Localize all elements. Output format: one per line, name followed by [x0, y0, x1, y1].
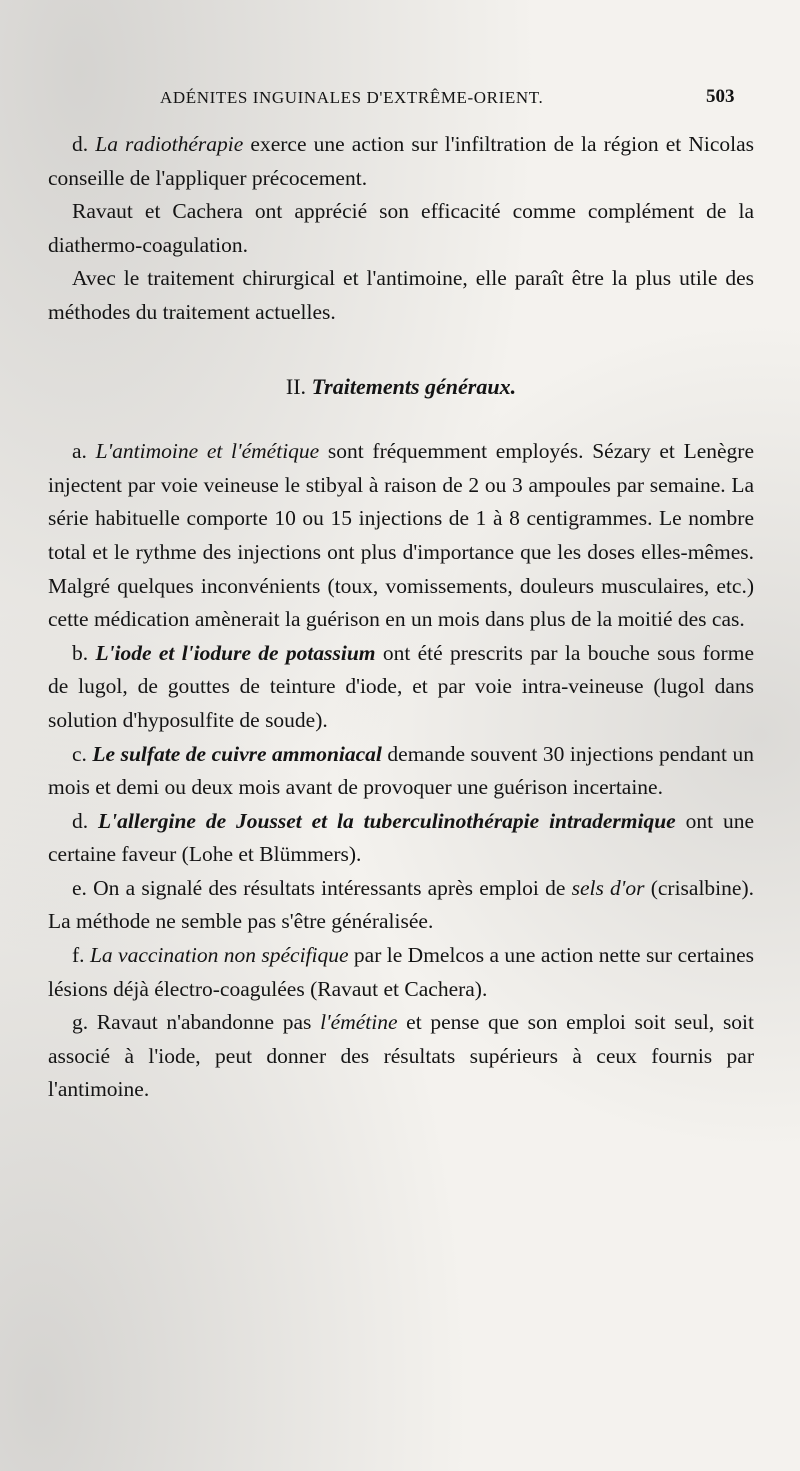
item-text: sont fréquemment employés. Sézary et Lenègre injectent par voie veineuse le stibyal à raison de 2 ou 3 ampoules par semaine. La série habituelle comporte 10 ou 15 injections de 1 à 8 centigrammes. Le nombre total et le rythme des injections ont plus d'importance que les doses elles-mêmes. Malgré quelques inconvénients (toux, vomissements, douleurs musculaires, etc.) cette médication amènerait la guérison en un mois dans plus de la moitié des cas.	[48, 439, 754, 632]
item-letter: a.	[72, 439, 87, 464]
item-text-before: Ravaut n'abandonne pas	[88, 1010, 321, 1035]
paragraph-vaccination	[48, 939, 754, 1006]
item-text-after: et pense que son emploi soit seul, soit associé à l'iode, peut donner des résultats supérieurs à ceux fournis par l'antimoine.	[48, 1010, 755, 1102]
item-term: La vaccination non spécifique	[89, 943, 349, 968]
section-title: Traitements généraux.	[311, 373, 517, 399]
section-heading	[48, 370, 754, 404]
item-letter: f.	[72, 943, 85, 968]
item-term: L'iode et l'iodure de potassium	[95, 640, 376, 665]
item-text: exerce une action sur l'infiltration de la région et Nicolas conseille de l'appliquer précocement.	[48, 132, 754, 190]
paragraph-sels-or	[48, 872, 754, 939]
item-text: ont été prescrits par la bouche sous forme de lugol, de gouttes de teinture d'iode, et par voie intra-veineuse (lugol dans solution d'hyposulfite de soude).	[48, 640, 754, 732]
item-term: L'allergine de Jousset et la tuberculinothérapie intradermique	[98, 808, 676, 833]
item-term: Le sulfate de cuivre ammoniacal	[92, 741, 382, 766]
page-number: 503	[706, 86, 735, 107]
paragraph-chirurgical: Avec le traitement chirurgical et l'antimoine, elle paraît être la plus utile des méthodes du traitement actuelles.	[48, 266, 754, 324]
item-text: par le Dmelcos a une action nette sur certaines lésions déjà électro-coagulées (Ravaut et Cachera).	[48, 943, 755, 1001]
page-body	[48, 128, 754, 1107]
item-letter: c.	[72, 741, 87, 766]
paragraph-emetine	[48, 1006, 754, 1107]
item-letter: d.	[72, 808, 89, 833]
paragraph-sulfate-cuivre	[48, 738, 754, 805]
paragraph-radiotherapy	[48, 128, 754, 195]
item-text-before: On a signalé des résultats intéressants après emploi de	[86, 875, 572, 900]
item-term: L'antimoine et l'émétique	[95, 439, 320, 464]
item-text-after: (crisalbine). La méthode ne semble pas s'être généralisée.	[48, 875, 754, 934]
paragraph-iode	[48, 637, 754, 738]
item-term: l'émétine	[320, 1010, 398, 1035]
item-text: ont une certaine faveur (Lohe et Blümmers).	[48, 808, 754, 867]
paragraph-allergine	[48, 805, 754, 872]
running-title: ADÉNITES INGUINALES D'EXTRÊME-ORIENT.	[160, 88, 544, 107]
item-term: La radiothérapie	[95, 132, 244, 156]
paragraph-antimoine	[48, 435, 754, 637]
paragraph-ravaut-cachera: Ravaut et Cachera ont apprécié son efficacité comme complément de la diathermo-coagulation.	[48, 199, 754, 257]
item-letter: e.	[72, 875, 87, 900]
item-letter: g.	[72, 1010, 89, 1035]
section-number: II.	[285, 373, 307, 399]
item-letter: d.	[72, 132, 89, 156]
item-letter: b.	[72, 640, 89, 665]
item-text: demande souvent 30 injections pendant un mois et demi ou deux mois avant de provoquer une guérison incertaine.	[48, 741, 755, 800]
item-term: sels d'or	[571, 875, 645, 900]
